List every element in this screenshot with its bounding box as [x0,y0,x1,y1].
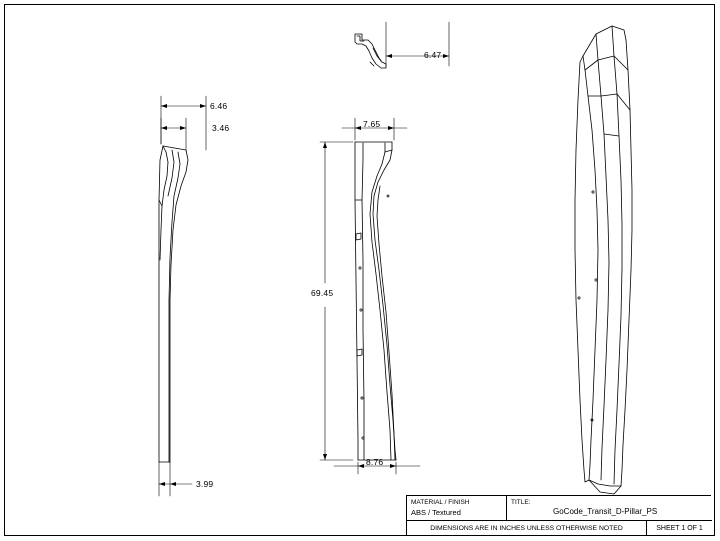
sheet-number: SHEET 1 OF 1 [656,525,703,532]
title-block-row-main [407,496,712,521]
isometric-geometry [575,26,632,494]
side-dimension-3-46 [161,118,186,150]
dim-label-6-47: 6.47 [424,50,442,60]
front-dimension-69-45 [320,142,353,460]
title-label: TITLE: [511,499,531,506]
dim-label-7-65: 7.65 [363,119,381,129]
side-dimension-3-99 [159,462,192,496]
side-dimension-6-46 [161,96,206,150]
title-block-row-notes [407,521,712,537]
dim-label-6-46: 6.46 [210,101,228,111]
dim-label-69-45: 69.45 [311,288,334,298]
dim-label-8-76: 8.76 [366,457,384,467]
dim-label-3-46: 3.46 [212,123,230,133]
title-block [406,495,711,536]
material-label: MATERIAL / FINISH [411,499,470,506]
side-profile-geometry [159,146,188,462]
material-cell [407,496,507,520]
section-detail-geometry [355,34,386,68]
units-note: DIMENSIONS ARE IN INCHES UNLESS OTHERWISE NOTED [407,521,647,536]
title-cell [507,496,712,520]
drawing-title: GoCode_Transit_D-Pillar_PS [553,507,658,516]
front-elevation-geometry [355,142,396,460]
material-value: ABS / Textured [411,508,461,517]
dim-label-3-99: 3.99 [196,479,214,489]
